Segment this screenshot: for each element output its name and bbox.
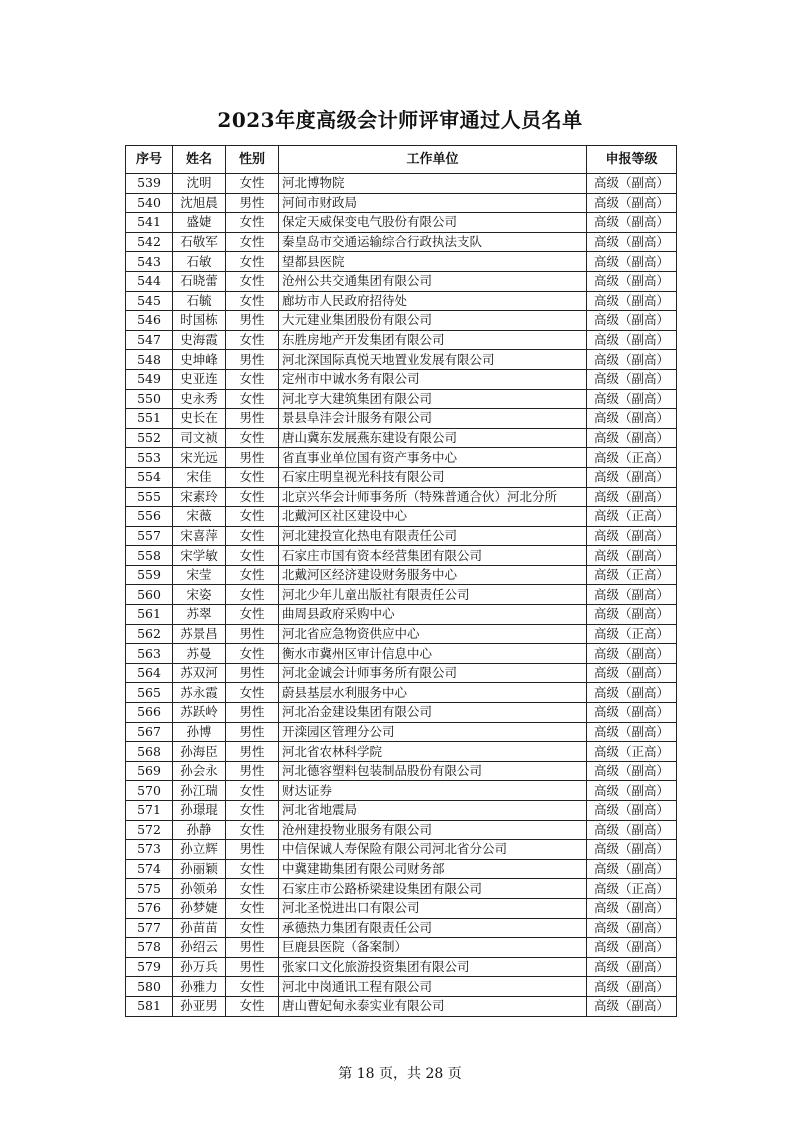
cell-index: 563 (126, 644, 173, 664)
cell-name: 孙海臣 (173, 742, 226, 762)
cell-name: 孙苗苗 (173, 918, 226, 938)
cell-name: 孙梦婕 (173, 898, 226, 918)
cell-name: 苏景昌 (173, 624, 226, 644)
cell-index: 566 (126, 703, 173, 723)
cell-index: 567 (126, 722, 173, 742)
cell-employer: 曲周县政府采购中心 (279, 605, 587, 625)
cell-gender: 男性 (226, 761, 279, 781)
cell-level: 高级（正高） (587, 507, 677, 527)
document-title: 2023年度高级会计师评审通过人员名单 (217, 108, 583, 132)
cell-employer: 河北中岗通讯工程有限公司 (279, 977, 587, 997)
cell-level: 高级（副高） (587, 252, 677, 272)
cell-index: 544 (126, 271, 173, 291)
table-row (126, 859, 677, 879)
cell-level: 高级（副高） (587, 585, 677, 605)
cell-employer: 唐山曹妃甸永泰实业有限公司 (279, 996, 587, 1016)
cell-gender: 男性 (226, 742, 279, 762)
cell-index: 554 (126, 467, 173, 487)
cell-name: 石敏 (173, 252, 226, 272)
table-row (126, 820, 677, 840)
cell-level: 高级（副高） (587, 369, 677, 389)
cell-index: 574 (126, 859, 173, 879)
table-row (126, 271, 677, 291)
table-row (126, 565, 677, 585)
cell-index: 543 (126, 252, 173, 272)
cell-level: 高级（副高） (587, 389, 677, 409)
cell-gender: 男性 (226, 624, 279, 644)
table-row (126, 840, 677, 860)
cell-level: 高级（副高） (587, 801, 677, 821)
cell-name: 苏永霞 (173, 683, 226, 703)
cell-employer: 望都县医院 (279, 252, 587, 272)
cell-level: 高级（副高） (587, 291, 677, 311)
cell-employer: 承德热力集团有限责任公司 (279, 918, 587, 938)
cell-employer: 财达证券 (279, 781, 587, 801)
cell-index: 572 (126, 820, 173, 840)
table-row (126, 722, 677, 742)
cell-index: 549 (126, 369, 173, 389)
cell-level: 高级（副高） (587, 996, 677, 1016)
cell-name: 苏双河 (173, 663, 226, 683)
cell-level: 高级（副高） (587, 683, 677, 703)
cell-level: 高级（副高） (587, 663, 677, 683)
table-row (126, 957, 677, 977)
cell-employer: 中信保诚人寿保险有限公司河北省分公司 (279, 840, 587, 860)
cell-name: 宋素玲 (173, 487, 226, 507)
cell-index: 562 (126, 624, 173, 644)
table-row (126, 526, 677, 546)
cell-name: 孙万兵 (173, 957, 226, 977)
cell-employer: 河北少年儿童出版社有限责任公司 (279, 585, 587, 605)
cell-employer: 定州市中诚水务有限公司 (279, 369, 587, 389)
cell-employer: 河北省应急物资供应中心 (279, 624, 587, 644)
table-row (126, 585, 677, 605)
cell-employer: 巨鹿县医院（备案制） (279, 938, 587, 958)
cell-index: 561 (126, 605, 173, 625)
header-name: 姓名 (173, 146, 226, 174)
cell-gender: 男性 (226, 350, 279, 370)
cell-level: 高级（副高） (587, 820, 677, 840)
cell-gender: 女性 (226, 683, 279, 703)
table-row (126, 663, 677, 683)
header-level: 申报等级 (587, 146, 677, 174)
cell-gender: 女性 (226, 565, 279, 585)
cell-level: 高级（副高） (587, 174, 677, 194)
cell-gender: 女性 (226, 369, 279, 389)
cell-name: 石毓 (173, 291, 226, 311)
cell-name: 宋光远 (173, 448, 226, 468)
cell-level: 高级（副高） (587, 232, 677, 252)
cell-name: 时国栋 (173, 311, 226, 331)
table-row (126, 448, 677, 468)
cell-gender: 女性 (226, 996, 279, 1016)
cell-name: 苏翠 (173, 605, 226, 625)
cell-gender: 女性 (226, 507, 279, 527)
cell-name: 盛婕 (173, 213, 226, 233)
table-row (126, 487, 677, 507)
cell-name: 孙雅力 (173, 977, 226, 997)
cell-level: 高级（副高） (587, 409, 677, 429)
table-row (126, 409, 677, 429)
cell-employer: 秦皇岛市交通运输综合行政执法支队 (279, 232, 587, 252)
cell-index: 576 (126, 898, 173, 918)
cell-level: 高级（副高） (587, 644, 677, 664)
cell-employer: 河北冶金建设集团有限公司 (279, 703, 587, 723)
cell-employer: 河北省农林科学院 (279, 742, 587, 762)
table-row (126, 369, 677, 389)
cell-gender: 女性 (226, 526, 279, 546)
cell-employer: 河北亨大建筑集团有限公司 (279, 389, 587, 409)
cell-gender: 女性 (226, 330, 279, 350)
cell-gender: 女性 (226, 644, 279, 664)
cell-level: 高级（副高） (587, 193, 677, 213)
table-row (126, 232, 677, 252)
cell-employer: 石家庄明皇视光科技有限公司 (279, 467, 587, 487)
cell-level: 高级（正高） (587, 742, 677, 762)
cell-name: 宋佳 (173, 467, 226, 487)
cell-name: 孙会永 (173, 761, 226, 781)
table-row (126, 546, 677, 566)
cell-level: 高级（副高） (587, 977, 677, 997)
cell-gender: 女性 (226, 820, 279, 840)
cell-name: 司文祯 (173, 428, 226, 448)
table-row (126, 977, 677, 997)
table-row (126, 879, 677, 899)
cell-gender: 女性 (226, 781, 279, 801)
cell-gender: 女性 (226, 977, 279, 997)
cell-index: 578 (126, 938, 173, 958)
cell-index: 581 (126, 996, 173, 1016)
cell-level: 高级（正高） (587, 448, 677, 468)
cell-level: 高级（副高） (587, 350, 677, 370)
cell-level: 高级（副高） (587, 487, 677, 507)
table-row (126, 252, 677, 272)
cell-name: 沈旭晨 (173, 193, 226, 213)
table-header-row (126, 146, 677, 174)
cell-name: 孙领弟 (173, 879, 226, 899)
cell-employer: 河北深国际真悦天地置业发展有限公司 (279, 350, 587, 370)
cell-index: 542 (126, 232, 173, 252)
cell-name: 孙亚男 (173, 996, 226, 1016)
cell-gender: 男性 (226, 840, 279, 860)
cell-gender: 女性 (226, 389, 279, 409)
cell-level: 高级（副高） (587, 526, 677, 546)
cell-employer: 蔚县基层水利服务中心 (279, 683, 587, 703)
cell-index: 580 (126, 977, 173, 997)
cell-name: 苏跃岭 (173, 703, 226, 723)
cell-index: 568 (126, 742, 173, 762)
table-row (126, 703, 677, 723)
cell-index: 541 (126, 213, 173, 233)
cell-level: 高级（副高） (587, 703, 677, 723)
cell-level: 高级（正高） (587, 624, 677, 644)
cell-gender: 女性 (226, 801, 279, 821)
cell-gender: 女性 (226, 271, 279, 291)
cell-gender: 男性 (226, 311, 279, 331)
cell-index: 540 (126, 193, 173, 213)
cell-level: 高级（副高） (587, 761, 677, 781)
cell-name: 孙博 (173, 722, 226, 742)
cell-level: 高级（副高） (587, 467, 677, 487)
table-row (126, 742, 677, 762)
cell-index: 539 (126, 174, 173, 194)
cell-name: 宋学敏 (173, 546, 226, 566)
cell-employer: 北戴河区经济建设财务服务中心 (279, 565, 587, 585)
cell-index: 565 (126, 683, 173, 703)
cell-gender: 男性 (226, 448, 279, 468)
cell-level: 高级（副高） (587, 605, 677, 625)
table-row (126, 644, 677, 664)
cell-level: 高级（副高） (587, 781, 677, 801)
cell-gender: 女性 (226, 291, 279, 311)
cell-index: 573 (126, 840, 173, 860)
personnel-table (125, 145, 677, 1017)
cell-gender: 女性 (226, 174, 279, 194)
cell-index: 570 (126, 781, 173, 801)
cell-name: 孙璟琨 (173, 801, 226, 821)
table-row (126, 330, 677, 350)
cell-employer: 廊坊市人民政府招待处 (279, 291, 587, 311)
cell-index: 551 (126, 409, 173, 429)
cell-level: 高级（副高） (587, 938, 677, 958)
cell-level: 高级（副高） (587, 428, 677, 448)
cell-name: 孙江瑞 (173, 781, 226, 801)
cell-name: 史长在 (173, 409, 226, 429)
cell-gender: 女性 (226, 428, 279, 448)
cell-level: 高级（正高） (587, 565, 677, 585)
cell-index: 559 (126, 565, 173, 585)
cell-level: 高级（副高） (587, 957, 677, 977)
cell-level: 高级（副高） (587, 898, 677, 918)
cell-index: 545 (126, 291, 173, 311)
cell-employer: 张家口文化旅游投资集团有限公司 (279, 957, 587, 977)
cell-employer: 河北建投宣化热电有限责任公司 (279, 526, 587, 546)
cell-gender: 男性 (226, 663, 279, 683)
table-row (126, 781, 677, 801)
cell-employer: 大元建业集团股份有限公司 (279, 311, 587, 331)
cell-employer: 衡水市冀州区审计信息中心 (279, 644, 587, 664)
header-index: 序号 (126, 146, 173, 174)
cell-index: 557 (126, 526, 173, 546)
cell-index: 577 (126, 918, 173, 938)
cell-gender: 女性 (226, 605, 279, 625)
cell-name: 史海霞 (173, 330, 226, 350)
cell-gender: 男性 (226, 938, 279, 958)
cell-employer: 开滦园区管理分公司 (279, 722, 587, 742)
cell-name: 孙丽颖 (173, 859, 226, 879)
table-row (126, 996, 677, 1016)
cell-level: 高级（副高） (587, 330, 677, 350)
table-row (126, 683, 677, 703)
table-row (126, 389, 677, 409)
cell-employer: 河北圣悦进出口有限公司 (279, 898, 587, 918)
cell-gender: 女性 (226, 898, 279, 918)
table-row (126, 311, 677, 331)
cell-employer: 北戴河区社区建设中心 (279, 507, 587, 527)
cell-name: 史亚连 (173, 369, 226, 389)
cell-level: 高级（副高） (587, 546, 677, 566)
cell-level: 高级（正高） (587, 879, 677, 899)
cell-employer: 北京兴华会计师事务所（特殊普通合伙）河北分所 (279, 487, 587, 507)
cell-name: 史坤峰 (173, 350, 226, 370)
page-number: 第 18 页，共 28 页 (338, 1066, 462, 1082)
cell-name: 宋莹 (173, 565, 226, 585)
cell-gender: 女性 (226, 487, 279, 507)
table-row (126, 605, 677, 625)
table-row (126, 213, 677, 233)
table-row (126, 507, 677, 527)
cell-gender: 女性 (226, 467, 279, 487)
header-employer: 工作单位 (279, 146, 587, 174)
cell-level: 高级（副高） (587, 859, 677, 879)
table-row (126, 291, 677, 311)
cell-level: 高级（副高） (587, 840, 677, 860)
cell-employer: 景县阜沣会计服务有限公司 (279, 409, 587, 429)
cell-gender: 女性 (226, 232, 279, 252)
cell-level: 高级（副高） (587, 918, 677, 938)
table-row (126, 467, 677, 487)
cell-employer: 河间市财政局 (279, 193, 587, 213)
table-body (126, 174, 677, 1017)
cell-employer: 沧州建投物业服务有限公司 (279, 820, 587, 840)
cell-index: 556 (126, 507, 173, 527)
cell-employer: 保定天威保变电气股份有限公司 (279, 213, 587, 233)
cell-employer: 中冀建勘集团有限公司财务部 (279, 859, 587, 879)
cell-index: 552 (126, 428, 173, 448)
cell-gender: 女性 (226, 918, 279, 938)
table-row (126, 350, 677, 370)
cell-index: 571 (126, 801, 173, 821)
table-row (126, 428, 677, 448)
table-row (126, 898, 677, 918)
cell-index: 548 (126, 350, 173, 370)
cell-name: 孙静 (173, 820, 226, 840)
cell-level: 高级（副高） (587, 722, 677, 742)
cell-gender: 男性 (226, 957, 279, 977)
cell-index: 553 (126, 448, 173, 468)
table-row (126, 193, 677, 213)
cell-gender: 男性 (226, 722, 279, 742)
cell-name: 宋姿 (173, 585, 226, 605)
cell-name: 宋喜萍 (173, 526, 226, 546)
table-row (126, 938, 677, 958)
cell-name: 石敬军 (173, 232, 226, 252)
table-row (126, 174, 677, 194)
cell-employer: 河北省地震局 (279, 801, 587, 821)
cell-name: 孙绍云 (173, 938, 226, 958)
cell-gender: 女性 (226, 252, 279, 272)
cell-employer: 石家庄市国有资本经营集团有限公司 (279, 546, 587, 566)
cell-name: 史永秀 (173, 389, 226, 409)
cell-gender: 男性 (226, 193, 279, 213)
cell-index: 550 (126, 389, 173, 409)
cell-employer: 东胜房地产开发集团有限公司 (279, 330, 587, 350)
table-row (126, 801, 677, 821)
cell-index: 575 (126, 879, 173, 899)
cell-employer: 河北德容塑料包装制品股份有限公司 (279, 761, 587, 781)
cell-level: 高级（副高） (587, 271, 677, 291)
cell-employer: 河北金诚会计师事务所有限公司 (279, 663, 587, 683)
cell-index: 579 (126, 957, 173, 977)
cell-employer: 河北博物院 (279, 174, 587, 194)
cell-gender: 女性 (226, 546, 279, 566)
cell-employer: 石家庄市公路桥梁建设集团有限公司 (279, 879, 587, 899)
cell-index: 547 (126, 330, 173, 350)
cell-name: 沈明 (173, 174, 226, 194)
cell-index: 555 (126, 487, 173, 507)
cell-index: 569 (126, 761, 173, 781)
cell-name: 宋薇 (173, 507, 226, 527)
cell-gender: 女性 (226, 859, 279, 879)
table-row (126, 918, 677, 938)
cell-index: 546 (126, 311, 173, 331)
cell-gender: 女性 (226, 213, 279, 233)
cell-index: 560 (126, 585, 173, 605)
cell-gender: 男性 (226, 409, 279, 429)
cell-level: 高级（副高） (587, 311, 677, 331)
cell-name: 石晓蕾 (173, 271, 226, 291)
cell-name: 孙立辉 (173, 840, 226, 860)
table-row (126, 624, 677, 644)
cell-employer: 省直事业单位国有资产事务中心 (279, 448, 587, 468)
cell-employer: 沧州公共交通集团有限公司 (279, 271, 587, 291)
table-row (126, 761, 677, 781)
header-gender: 性别 (226, 146, 279, 174)
cell-level: 高级（副高） (587, 213, 677, 233)
cell-gender: 女性 (226, 879, 279, 899)
cell-employer: 唐山冀东发展燕东建设有限公司 (279, 428, 587, 448)
cell-gender: 女性 (226, 585, 279, 605)
cell-index: 564 (126, 663, 173, 683)
cell-name: 苏曼 (173, 644, 226, 664)
cell-gender: 男性 (226, 703, 279, 723)
cell-index: 558 (126, 546, 173, 566)
